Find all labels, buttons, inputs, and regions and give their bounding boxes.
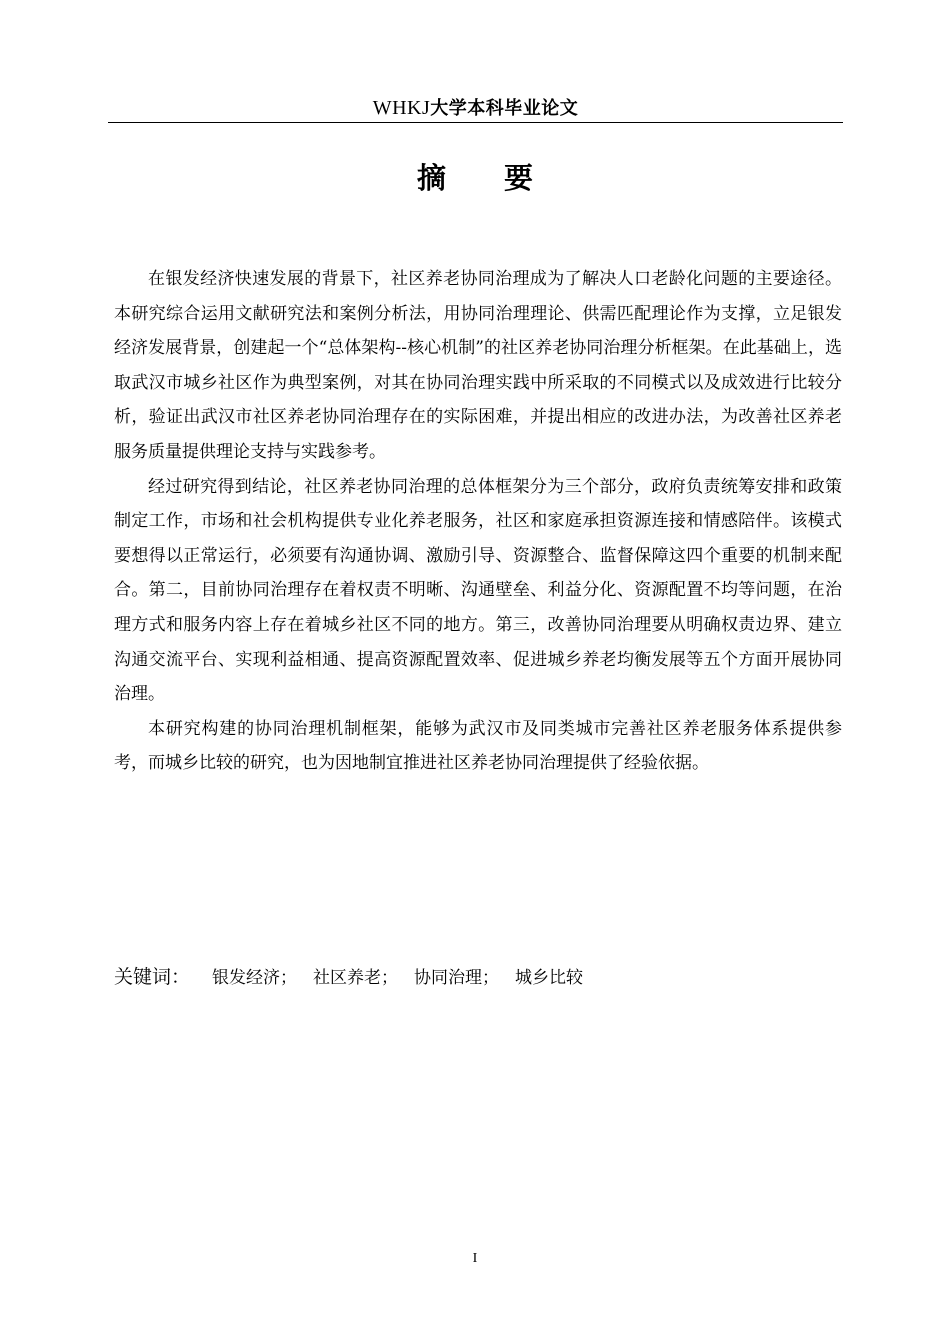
- abstract-body: [114, 262, 842, 781]
- keywords-section: [114, 960, 842, 995]
- keyword-item: 协同治理；: [414, 968, 500, 988]
- abstract-paragraph-1: 在银发经济快速发展的背景下，社区养老协同治理成为了解决人口老龄化问题的主要途径。本研究综合运用文献研究法和案例分析法，用协同治理理论、供需匹配理论作为支撑，立足银发经济发展背景，创建起一个“总体架构--核心机制”的社区养老协同治理分析框架。在此基础上，选取武汉市城乡社区作为典型案例，对其在协同治理实践中所采取的不同模式以及成效进行比较分析，验证出武汉市社区养老协同治理存在的实际困难，并提出相应的改进办法，为改善社区养老服务质量提供理论支持与实践参考。: [114, 269, 842, 462]
- header-title: [373, 97, 579, 119]
- abstract-title-char-1: 摘: [416, 161, 446, 195]
- keyword-item: 社区养老；: [313, 968, 399, 988]
- keywords-label: 关键词：: [114, 966, 191, 988]
- abstract-title: [0, 158, 950, 198]
- header-document-type: 大学本科毕业论文: [430, 98, 579, 119]
- page-header: [108, 94, 843, 123]
- abstract-paragraph-2: 经过研究得到结论，社区养老协同治理的总体框架分为三个部分，政府负责统筹安排和政策制定工作，市场和社会机构提供专业化养老服务，社区和家庭承担资源连接和情感陪伴。该模式要想得以正常运行，必须要有沟通协调、激励引导、资源整合、监督保障这四个重要的机制来配合。第二，目前协同治理存在着权责不明晰、沟通壁垒、利益分化、资源配置不均等问题，在治理方式和服务内容上存在着城乡社区不同的地方。第三，改善协同治理要从明确权责边界、建立沟通交流平台、实现利益相通、提高资源配置效率、促进城乡养老均衡发展等五个方面开展协同治理。: [114, 476, 842, 705]
- page-number: I: [472, 1251, 478, 1266]
- keyword-item: 银发经济；: [212, 968, 298, 988]
- keyword-item: 城乡比较: [515, 968, 584, 988]
- abstract-title-char-2: 要: [504, 161, 534, 195]
- header-institution: WHKJ: [372, 97, 431, 119]
- abstract-paragraph-3: 本研究构建的协同治理机制框架，能够为武汉市及同类城市完善社区养老服务体系提供参考，而城乡比较的研究，也为因地制宜推进社区养老协同治理提供了经验依据。: [114, 718, 842, 774]
